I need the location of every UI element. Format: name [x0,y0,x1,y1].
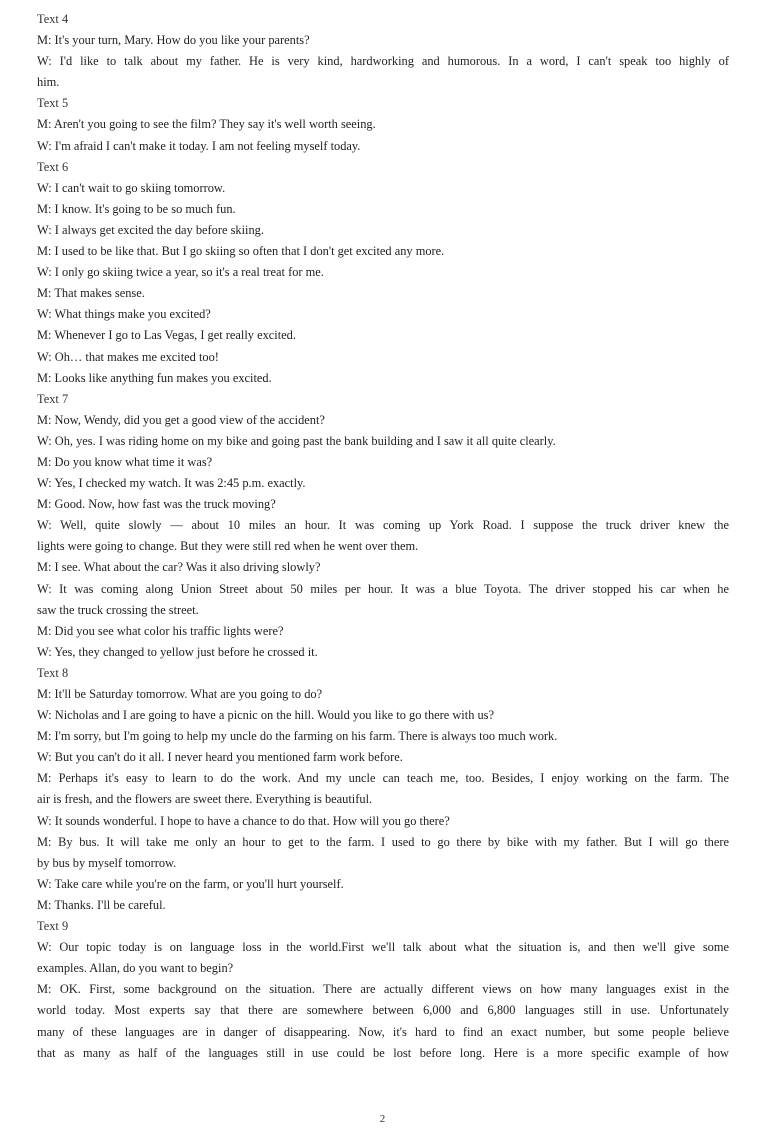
section-heading: Text 5 [37,96,69,111]
dialogue-line: M: That makes sense. [37,286,145,301]
dialogue-line: W: What things make you excited? [37,307,211,322]
dialogue-line: W: I can't wait to go skiing tomorrow. [37,180,226,195]
dialogue-line: by bus by myself tomorrow. [37,855,177,870]
dialogue-line: M: It's your turn, Mary. How do you like your parents? [37,33,310,48]
transcript-body [37,9,729,1064]
dialogue-line: W: But you can't do it all. I never heard you mentioned farm work before. [37,750,403,765]
dialogue-line: M: Looks like anything fun makes you excited. [37,370,272,385]
dialogue-line: world today. Most experts say that there are somewhere between 6,000 and 6,800 languages still in use. Unfortunately [37,1003,729,1018]
dialogue-line: W: I only go skiing twice a year, so it's a real treat for me. [37,265,324,280]
dialogue-line: M: Did you see what color his traffic lights were? [37,623,284,638]
dialogue-line: examples. Allan, do you want to begin? [37,961,234,976]
dialogue-line: W: Oh, yes. I was riding home on my bike and going past the bank building and I saw it all quite clearly. [37,433,556,448]
dialogue-line: him. [37,75,60,90]
dialogue-line: M: By bus. It will take me only an hour to get to the farm. I used to go there by bike with my father. But I will go there [37,834,729,849]
dialogue-line: M: I know. It's going to be so much fun. [37,201,236,216]
dialogue-line: M: Good. Now, how fast was the truck moving? [37,497,276,512]
dialogue-line: W: I always get excited the day before skiing. [37,222,264,237]
dialogue-line: W: Well, quite slowly — about 10 miles an hour. It was coming up York Road. I suppose the truck driver knew the [37,518,729,533]
section-heading: Text 8 [37,665,69,680]
dialogue-line: that as many as half of the languages still in use could be lost before long. Here is a more specific example of how [37,1045,729,1060]
dialogue-line: M: Aren't you going to see the film? They say it's well worth seeing. [37,117,376,132]
dialogue-line: M: Thanks. I'll be careful. [37,897,166,912]
dialogue-line: W: I'm afraid I can't make it today. I am not feeling myself today. [37,138,361,153]
dialogue-line: W: Take care while you're on the farm, or you'll hurt yourself. [37,876,344,891]
dialogue-line: saw the truck crossing the street. [37,602,199,617]
dialogue-line: M: Whenever I go to Las Vegas, I get really excited. [37,328,296,343]
dialogue-line: M: Now, Wendy, did you get a good view of the accident? [37,412,325,427]
dialogue-line: air is fresh, and the flowers are sweet there. Everything is beautiful. [37,792,373,807]
dialogue-line: M: I'm sorry, but I'm going to help my uncle do the farming on his farm. There is always too much work. [37,729,558,744]
section-heading: Text 4 [37,12,69,26]
dialogue-line: W: Nicholas and I are going to have a picnic on the hill. Would you like to go there with us? [37,708,495,723]
dialogue-line: W: It was coming along Union Street about 50 miles per hour. It was a blue Toyota. The driver stopped his car when he [37,581,729,596]
dialogue-line: M: I see. What about the car? Was it also driving slowly? [37,560,321,575]
dialogue-line: W: I'd like to talk about my father. He is very kind, hardworking and humorous. In a word, I can't speak too highly of [37,54,729,69]
dialogue-line: M: I used to be like that. But I go skiing so often that I don't get excited any more. [37,244,445,259]
dialogue-line: lights were going to change. But they were still red when he went over them. [37,539,419,554]
dialogue-line: M: It'll be Saturday tomorrow. What are you going to do? [37,687,323,701]
dialogue-line: many of these languages are in danger of disappearing. Now, it's hard to find an exact number, but some people believe [37,1024,729,1039]
section-heading: Text 9 [37,919,69,934]
dialogue-line: W: It sounds wonderful. I hope to have a chance to do that. How will you go there? [37,813,450,828]
dialogue-line: W: Yes, I checked my watch. It was 2:45 p.m. exactly. [37,476,306,491]
dialogue-line: M: Do you know what time it was? [37,454,213,469]
dialogue-line: W: Our topic today is on language loss in the world.First we'll talk about what the situation is, and then we'll give some [37,940,729,955]
dialogue-line: W: Oh… that makes me excited too! [37,349,219,364]
section-heading: Text 6 [37,159,69,174]
section-heading: Text 7 [37,391,69,406]
page-number: 2 [379,1113,386,1125]
dialogue-line: W: Yes, they changed to yellow just before he crossed it. [37,644,318,659]
dialogue-line: M: Perhaps it's easy to learn to do the work. And my uncle can teach me, too. Besides, I enjoy working on the farm. The [37,771,729,786]
dialogue-line: M: OK. First, some background on the situation. There are actually different views on how many languages exist in the [37,982,729,997]
